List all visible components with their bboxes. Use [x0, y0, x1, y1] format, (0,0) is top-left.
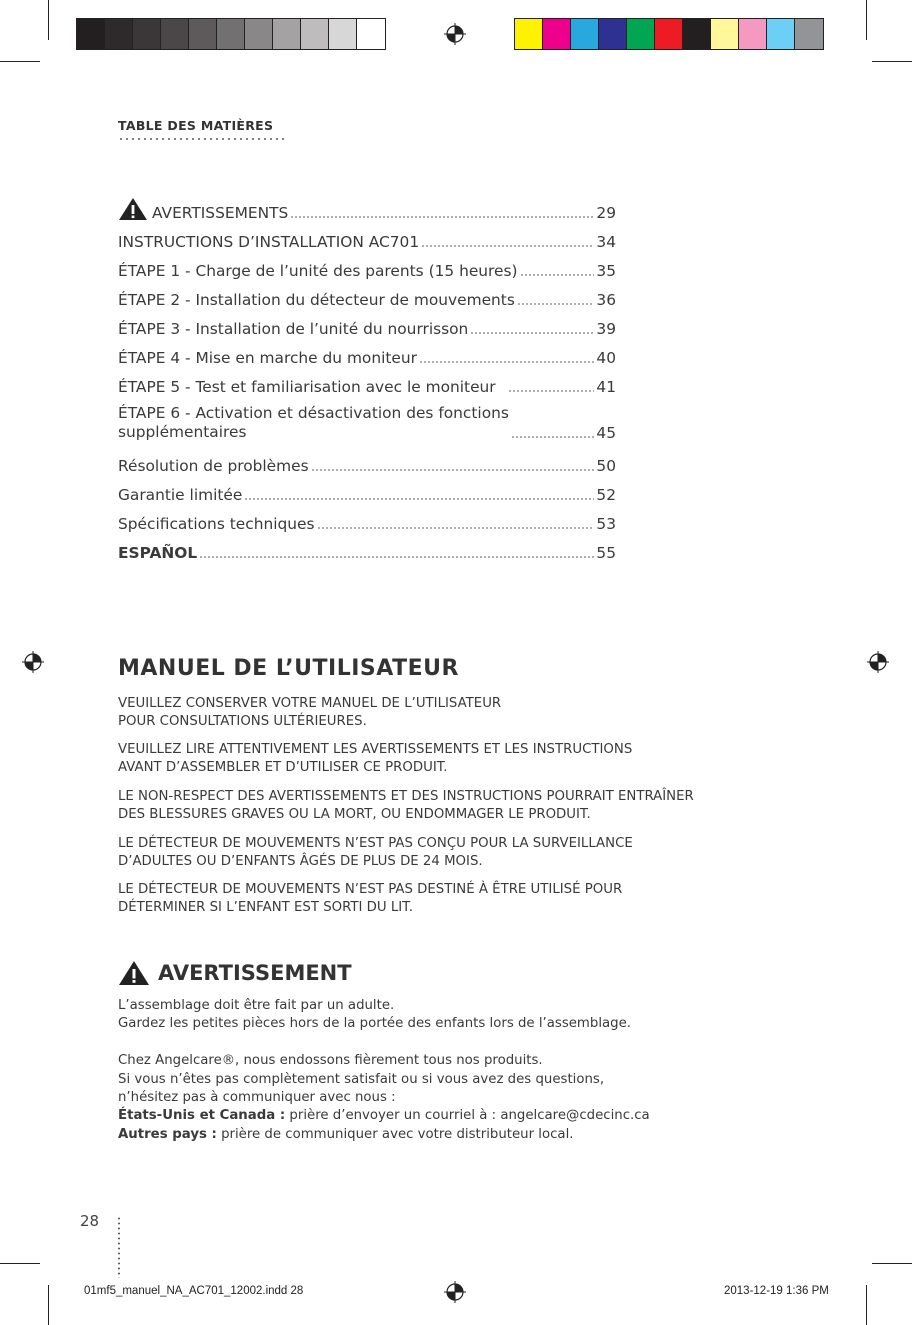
- color-swatch: [571, 19, 599, 49]
- toc-entry-page: 50: [596, 457, 616, 475]
- contact-label: États-Unis et Canada :: [118, 1108, 286, 1123]
- toc-title: TABLE DES MATIÈRES: [118, 118, 274, 133]
- toc-entry-step-2[interactable]: [118, 280, 616, 309]
- toc-entry-label: AVERTISSEMENTS: [152, 204, 289, 222]
- toc-entry-page: 36: [596, 291, 616, 309]
- contact-label: Autres pays :: [118, 1127, 217, 1142]
- color-swatch: [217, 19, 245, 49]
- warning-title: AVERTISSEMENT: [158, 961, 352, 985]
- registration-mark-icon: [867, 651, 889, 673]
- toc-title-underline: [118, 138, 286, 140]
- warning-line: L’assemblage doit être fait par un adulte.: [118, 998, 395, 1013]
- toc-entry-label: ÉTAPE 1 - Charge de l’unité des parents (15 heures): [118, 262, 518, 280]
- toc-entry-warranty[interactable]: [118, 475, 616, 504]
- toc-entry-page: 55: [596, 544, 616, 562]
- toc-entry-page: 35: [596, 262, 616, 280]
- contact-text: prière d’envoyer un courriel à : angelcare@cdecinc.ca: [285, 1108, 650, 1123]
- manual-paragraph: [118, 695, 818, 731]
- manual-paragraph: [118, 788, 818, 824]
- crop-mark: [872, 61, 912, 62]
- contact-line: n’hésitez pas à communiquer avec nous :: [118, 1090, 396, 1105]
- color-swatch: [161, 19, 189, 49]
- contact-line: Chez Angelcare®, nous endossons fièrement tous nos produits.: [118, 1053, 543, 1068]
- toc-entry-page: 40: [596, 349, 616, 367]
- manual-paragraph: [118, 741, 818, 777]
- warning-heading: [118, 960, 352, 986]
- color-swatch: [301, 19, 329, 49]
- crop-mark: [0, 1263, 40, 1264]
- toc-entry-page: 41: [596, 378, 616, 396]
- toc-entry-step-3[interactable]: [118, 309, 616, 338]
- toc-entry-label: INSTRUCTIONS D’INSTALLATION AC701: [118, 233, 420, 251]
- toc-entry-label: ÉTAPE 5 - Test et familiarisation avec le moniteur: [118, 378, 496, 396]
- toc-entry-step-5[interactable]: [118, 367, 616, 396]
- paragraph-line: LE DÉTECTEUR DE MOUVEMENTS N’EST PAS DESTINÉ À ÊTRE UTILISÉ POUR: [118, 882, 623, 897]
- date-slug: 2013-12-19 1:36 PM: [724, 1285, 829, 1297]
- color-swatch: [245, 19, 273, 49]
- color-swatch: [357, 19, 385, 49]
- paragraph-line: VEUILLEZ CONSERVER VOTRE MANUEL DE L’UTILISATEUR: [118, 696, 502, 711]
- toc-entry-page: 52: [596, 486, 616, 504]
- crop-mark: [872, 1263, 912, 1264]
- color-swatch: [105, 19, 133, 49]
- contact-line: Si vous n’êtes pas complètement satisfait ou si vous avez des questions,: [118, 1072, 605, 1087]
- toc-entry-installation[interactable]: [118, 222, 616, 251]
- toc-entry-label: ÉTAPE 6 - Activation et désactivation des fonctions: [118, 404, 509, 422]
- contact-text: prière de communiquer avec votre distributeur local.: [216, 1127, 574, 1142]
- toc-entry-warnings[interactable]: [118, 193, 616, 222]
- color-swatch: [795, 19, 823, 49]
- toc-leader-dots: [508, 390, 595, 392]
- registration-mark-icon: [444, 1281, 466, 1303]
- page-number-dots: [118, 1216, 120, 1278]
- toc-entry-step-6[interactable]: [118, 396, 616, 442]
- paragraph-line: VEUILLEZ LIRE ATTENTIVEMENT LES AVERTISSEMENTS ET LES INSTRUCTIONS: [118, 742, 633, 757]
- toc-leader-dots: [317, 527, 595, 529]
- color-swatch: [77, 19, 105, 49]
- color-swatch: [655, 19, 683, 49]
- toc-leader-dots: [290, 216, 594, 218]
- toc-entry-label: ÉTAPE 3 - Installation de l’unité du nourrisson: [118, 320, 469, 338]
- toc-entry-page: 29: [596, 204, 616, 222]
- crop-mark: [866, 0, 867, 40]
- crop-mark: [866, 1285, 867, 1325]
- toc-entry-step-4[interactable]: [118, 338, 616, 367]
- paragraph-line: LE DÉTECTEUR DE MOUVEMENTS N’EST PAS CONÇU POUR LA SURVEILLANCE: [118, 836, 633, 851]
- toc-entry-specifications[interactable]: [118, 504, 616, 533]
- toc-entry-label: Spécifications techniques: [118, 515, 315, 533]
- toc-entry-label: supplémentaires: [118, 423, 247, 441]
- registration-mark-icon: [444, 23, 466, 45]
- toc-leader-dots: [419, 361, 594, 363]
- toc-entry-label: ESPAÑOL: [118, 544, 198, 562]
- toc-entry-espanol[interactable]: [118, 533, 616, 562]
- toc-entry-label-wrap: [118, 197, 288, 222]
- toc-leader-dots: [311, 469, 595, 471]
- toc-entry-troubleshooting[interactable]: [118, 442, 616, 475]
- toc-leader-dots: [199, 556, 594, 558]
- color-swatch: [189, 19, 217, 49]
- toc-entry-label-wrap: [118, 404, 509, 442]
- color-bar: [514, 18, 824, 50]
- color-swatch: [543, 19, 571, 49]
- grayscale-bar: [76, 18, 386, 50]
- paragraph-line: DÉTERMINER SI L’ENFANT EST SORTI DU LIT.: [118, 900, 413, 915]
- color-swatch: [329, 19, 357, 49]
- contact-us-canada: [118, 1107, 650, 1125]
- toc-entry-label: ÉTAPE 2 - Installation du détecteur de mouvements: [118, 291, 515, 309]
- toc-leader-dots: [470, 332, 594, 334]
- paragraph-line: POUR CONSULTATIONS ULTÉRIEURES.: [118, 714, 367, 729]
- color-swatch: [599, 19, 627, 49]
- table-of-contents: [118, 193, 616, 562]
- warning-icon: [118, 960, 150, 986]
- manual-paragraph: [118, 881, 818, 917]
- color-swatch: [711, 19, 739, 49]
- toc-entry-page: 39: [596, 320, 616, 338]
- toc-entry-step-1[interactable]: [118, 251, 616, 280]
- page-number: 28: [80, 1212, 100, 1230]
- toc-entry-page: 34: [596, 233, 616, 251]
- crop-mark: [0, 61, 40, 62]
- crop-mark: [48, 1285, 49, 1325]
- toc-leader-dots: [520, 274, 595, 276]
- contact-other-countries: [118, 1126, 574, 1144]
- registration-mark-icon: [22, 651, 44, 673]
- color-swatch: [133, 19, 161, 49]
- warning-line: Gardez les petites pièces hors de la portée des enfants lors de l’assemblage.: [118, 1016, 632, 1031]
- color-swatch: [739, 19, 767, 49]
- warning-icon: [118, 197, 148, 221]
- manual-title: MANUEL DE L’UTILISATEUR: [118, 656, 459, 681]
- manual-paragraph: [118, 835, 818, 871]
- toc-entry-label: Résolution de problèmes: [118, 457, 309, 475]
- file-slug: 01mf5_manuel_NA_AC701_12002.indd 28: [84, 1285, 304, 1297]
- color-swatch: [273, 19, 301, 49]
- toc-leader-dots: [244, 498, 594, 500]
- paragraph-line: AVANT D’ASSEMBLER ET D’UTILISER CE PRODUIT.: [118, 760, 448, 775]
- toc-entry-label: Garantie limitée: [118, 486, 243, 504]
- color-swatch: [767, 19, 795, 49]
- color-swatch: [515, 19, 543, 49]
- crop-mark: [48, 0, 49, 40]
- paragraph-line: LE NON-RESPECT DES AVERTISSEMENTS ET DES INSTRUCTIONS POURRAIT ENTRAÎNER: [118, 789, 694, 804]
- paragraph-line: D’ADULTES OU D’ENFANTS ÂGÉS DE PLUS DE 24 MOIS.: [118, 854, 483, 869]
- color-swatch: [627, 19, 655, 49]
- toc-entry-page: 45: [596, 424, 616, 442]
- paragraph-line: DES BLESSURES GRAVES OU LA MORT, OU ENDOMMAGER LE PRODUIT.: [118, 807, 591, 822]
- toc-leader-dots: [517, 303, 595, 305]
- toc-entry-page: 53: [596, 515, 616, 533]
- toc-entry-label: ÉTAPE 4 - Mise en marche du moniteur: [118, 349, 417, 367]
- color-swatch: [683, 19, 711, 49]
- toc-leader-dots: [511, 436, 595, 438]
- toc-leader-dots: [421, 245, 594, 247]
